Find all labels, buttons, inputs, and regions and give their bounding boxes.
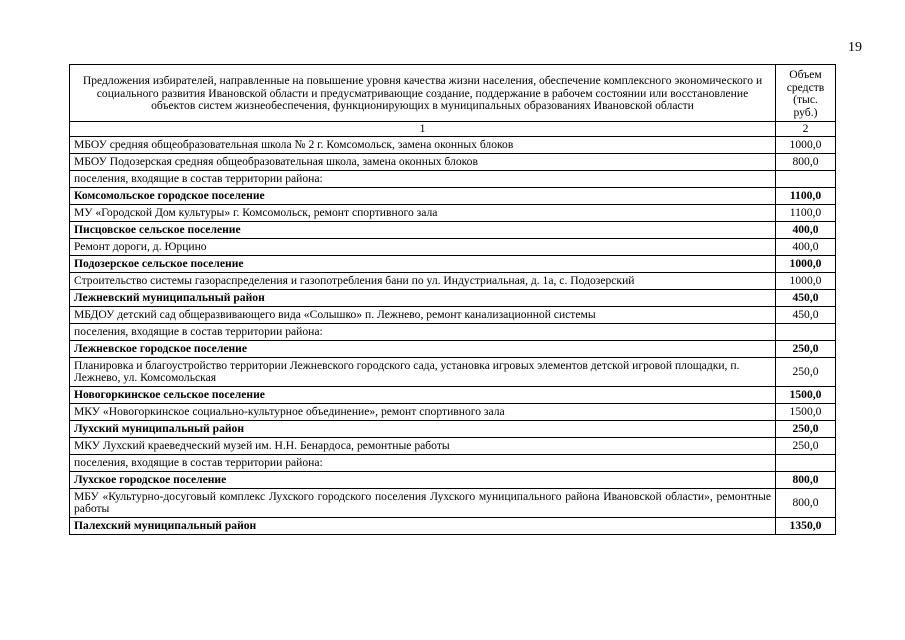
table-row	[70, 341, 836, 358]
row-description: Лухский муниципальный район	[70, 421, 776, 438]
row-amount: 1000,0	[776, 256, 836, 273]
row-description: Писцовское сельское поселение	[70, 222, 776, 239]
row-description: Лежневский муниципальный район	[70, 290, 776, 307]
row-amount: 450,0	[776, 290, 836, 307]
row-description: МКУ Лухский краеведческий музей им. Н.Н. Бенардоса, ремонтные работы	[70, 438, 776, 455]
table-row	[70, 455, 836, 472]
header-amount: Объем средств (тыс. руб.)	[776, 65, 836, 122]
header-proposals: Предложения избирателей, направленные на повышение уровня качества жизни населения, обеспечение комплексного экономического и социального развития Ивановской области и предусматривающие создание, поддержание в рабочем состоянии или восстановление объектов систем жизнеобеспечения, функционирующих в муниципальных образованиях Ивановской области	[70, 65, 776, 122]
row-description: поселения, входящие в состав территории района:	[70, 171, 776, 188]
row-description: Ремонт дороги, д. Юрцино	[70, 239, 776, 256]
row-description: МБДОУ детский сад общеразвивающего вида «Солышко» п. Лежнево, ремонт канализационной системы	[70, 307, 776, 324]
table-row	[70, 404, 836, 421]
table-row	[70, 290, 836, 307]
row-description: МУ «Городской Дом культуры» г. Комсомольск, ремонт спортивного зала	[70, 205, 776, 222]
row-amount	[776, 171, 836, 188]
row-description: Лухское городское поселение	[70, 472, 776, 489]
row-amount: 1000,0	[776, 137, 836, 154]
row-amount: 400,0	[776, 239, 836, 256]
table-row	[70, 387, 836, 404]
table-row	[70, 324, 836, 341]
table-row	[70, 137, 836, 154]
table-row	[70, 307, 836, 324]
table-row	[70, 256, 836, 273]
row-description: Комсомольское городское поселение	[70, 188, 776, 205]
row-description: Новогоркинское сельское поселение	[70, 387, 776, 404]
table-row	[70, 239, 836, 256]
row-amount: 800,0	[776, 489, 836, 518]
row-description: Палехский муниципальный район	[70, 518, 776, 535]
row-amount: 1500,0	[776, 404, 836, 421]
table-row	[70, 438, 836, 455]
table-row	[70, 154, 836, 171]
row-amount: 1500,0	[776, 387, 836, 404]
row-amount: 1100,0	[776, 188, 836, 205]
row-amount: 800,0	[776, 154, 836, 171]
table-row	[70, 472, 836, 489]
table-row	[70, 205, 836, 222]
table-row	[70, 222, 836, 239]
row-amount: 250,0	[776, 438, 836, 455]
table-row	[70, 421, 836, 438]
row-amount: 400,0	[776, 222, 836, 239]
row-amount	[776, 324, 836, 341]
table-row	[70, 358, 836, 387]
budget-table	[69, 64, 836, 535]
row-description: поселения, входящие в состав территории района:	[70, 455, 776, 472]
column-number-2: 2	[776, 122, 836, 137]
row-description: Планировка и благоустройство территории Лежневского городского сада, установка игровых элементов детской игровой площадки, п. Лежнево, ул. Комсомольская	[70, 358, 776, 387]
table-row	[70, 518, 836, 535]
row-amount: 450,0	[776, 307, 836, 324]
row-amount: 1000,0	[776, 273, 836, 290]
row-amount: 250,0	[776, 341, 836, 358]
row-amount: 1100,0	[776, 205, 836, 222]
row-amount: 800,0	[776, 472, 836, 489]
row-description: МБУ «Культурно-досуговый комплекс Лухского городского поселения Лухского муниципального района Ивановской области», ремонтные работы	[70, 489, 776, 518]
column-number-1: 1	[70, 122, 776, 137]
row-amount: 1350,0	[776, 518, 836, 535]
row-amount	[776, 455, 836, 472]
row-description: поселения, входящие в состав территории района:	[70, 324, 776, 341]
table-row	[70, 171, 836, 188]
table-header-row	[70, 65, 836, 122]
row-description: Строительство системы газораспределения и газопотребления бани по ул. Индустриальная, д. 1а, с. Подозерский	[70, 273, 776, 290]
row-description: Лежневское городское поселение	[70, 341, 776, 358]
row-amount: 250,0	[776, 358, 836, 387]
table-body	[70, 137, 836, 535]
row-description: МКУ «Новогоркинское социально-культурное объединение», ремонт спортивного зала	[70, 404, 776, 421]
table-row	[70, 273, 836, 290]
page-number: 19	[848, 40, 862, 55]
column-number-row	[70, 122, 836, 137]
table-row	[70, 188, 836, 205]
row-amount: 250,0	[776, 421, 836, 438]
row-description: МБОУ средняя общеобразовательная школа № 2 г. Комсомольск, замена оконных блоков	[70, 137, 776, 154]
row-description: Подозерское сельское поселение	[70, 256, 776, 273]
table-row	[70, 489, 836, 518]
row-description: МБОУ Подозерская средняя общеобразовательная школа, замена оконных блоков	[70, 154, 776, 171]
